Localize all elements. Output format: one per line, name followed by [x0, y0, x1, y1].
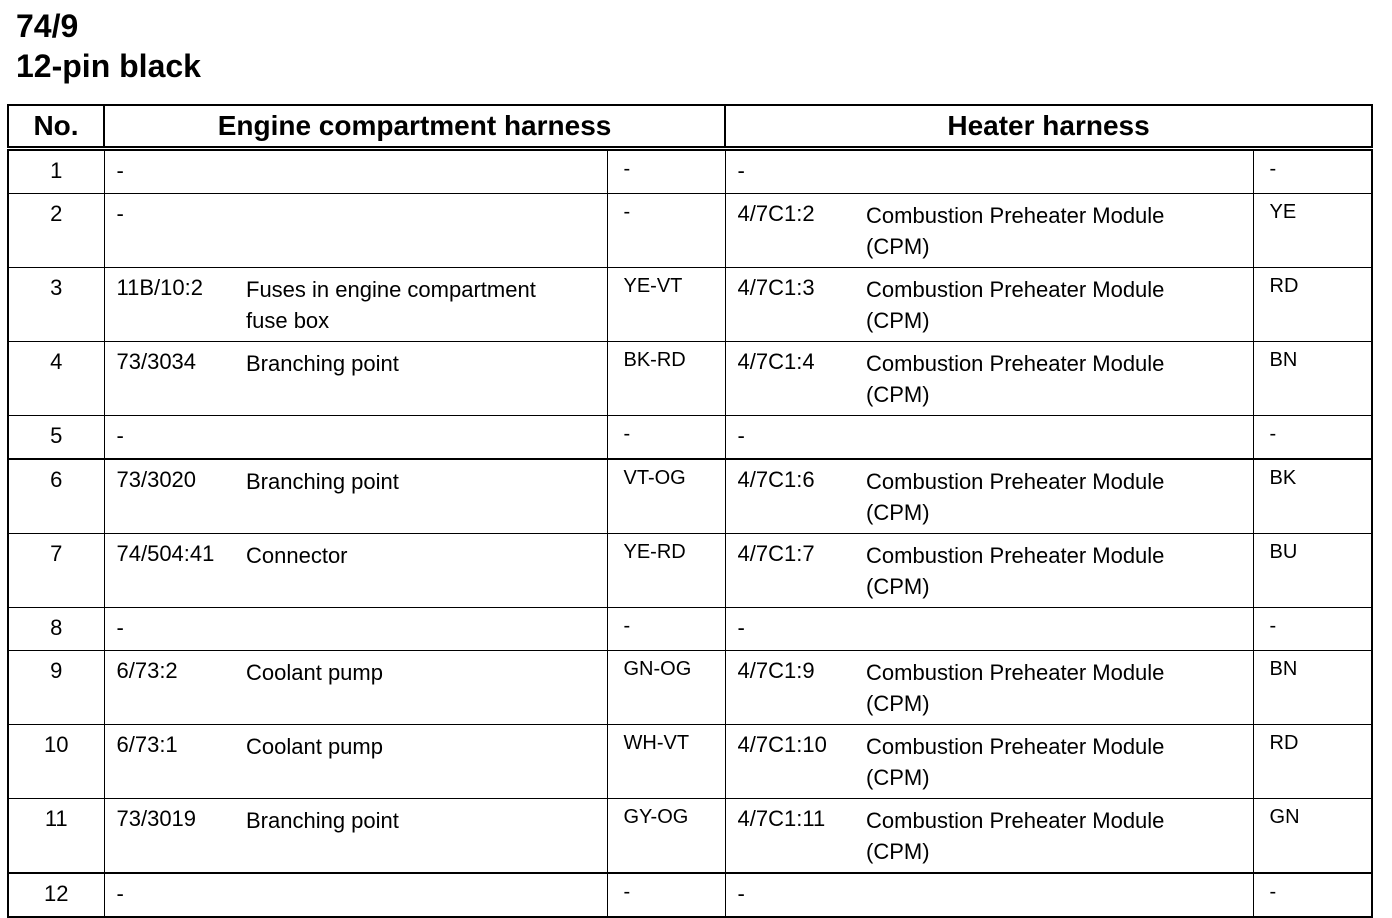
heater-harness-description	[866, 416, 1253, 460]
pin-number: 7	[8, 534, 104, 608]
engine-harness-description	[246, 725, 607, 799]
heater-harness-description	[866, 608, 1253, 651]
pin-number: 1	[8, 149, 104, 194]
engine-harness-description	[246, 416, 607, 460]
heater-harness-description-line: Combustion Preheater Module	[866, 277, 1165, 302]
heater-harness-reference: 4/7C1:11	[725, 799, 866, 874]
engine-harness-description	[246, 194, 607, 268]
table-row	[8, 873, 1372, 917]
heater-harness-description-line: (CPM)	[866, 691, 930, 716]
engine-harness-wire-color: -	[607, 194, 725, 268]
engine-harness-reference: 6/73:2	[104, 651, 246, 725]
engine-harness-description-line: Branching point	[246, 808, 399, 833]
engine-harness-description	[246, 459, 607, 534]
engine-harness-wire-color: -	[607, 608, 725, 651]
table-row	[8, 268, 1372, 342]
engine-harness-description	[246, 651, 607, 725]
heater-harness-description-line: Combustion Preheater Module	[866, 203, 1165, 228]
engine-harness-wire-color: -	[607, 873, 725, 917]
engine-harness-reference: 74/504:41	[104, 534, 246, 608]
heater-harness-description	[866, 459, 1253, 534]
heater-harness-description	[866, 651, 1253, 725]
table-row	[8, 342, 1372, 416]
table-row	[8, 459, 1372, 534]
heater-harness-description	[866, 194, 1253, 268]
header-engine-harness: Engine compartment harness	[104, 105, 725, 149]
engine-harness-description	[246, 149, 607, 194]
engine-harness-description	[246, 799, 607, 874]
engine-harness-wire-color: -	[607, 149, 725, 194]
heater-harness-description	[866, 725, 1253, 799]
engine-harness-reference: 73/3020	[104, 459, 246, 534]
heater-harness-description-line: (CPM)	[866, 500, 930, 525]
table-row	[8, 651, 1372, 725]
pin-number: 5	[8, 416, 104, 460]
heater-harness-description	[866, 149, 1253, 194]
engine-harness-reference: -	[104, 873, 246, 917]
engine-harness-wire-color: WH-VT	[607, 725, 725, 799]
heater-harness-reference: 4/7C1:10	[725, 725, 866, 799]
heater-harness-description-line: Combustion Preheater Module	[866, 734, 1165, 759]
heater-harness-description	[866, 342, 1253, 416]
heater-harness-reference: -	[725, 416, 866, 460]
engine-harness-reference: -	[104, 194, 246, 268]
heater-harness-wire-color: -	[1253, 149, 1372, 194]
document-title	[16, 6, 201, 86]
engine-harness-wire-color: GY-OG	[607, 799, 725, 874]
engine-harness-reference: 6/73:1	[104, 725, 246, 799]
heater-harness-wire-color: -	[1253, 608, 1372, 651]
heater-harness-wire-color: RD	[1253, 268, 1372, 342]
pin-number: 9	[8, 651, 104, 725]
heater-harness-wire-color: BK	[1253, 459, 1372, 534]
pin-number: 12	[8, 873, 104, 917]
header-heater-harness: Heater harness	[725, 105, 1372, 149]
engine-harness-wire-color: -	[607, 416, 725, 460]
heater-harness-description-line: (CPM)	[866, 839, 930, 864]
heater-harness-reference: 4/7C1:9	[725, 651, 866, 725]
table-row	[8, 534, 1372, 608]
engine-harness-description-line: fuse box	[246, 308, 330, 333]
heater-harness-wire-color: -	[1253, 416, 1372, 460]
engine-harness-description	[246, 268, 607, 342]
pin-number: 3	[8, 268, 104, 342]
engine-harness-description	[246, 873, 607, 917]
heater-harness-wire-color: BN	[1253, 651, 1372, 725]
heater-harness-reference: 4/7C1:4	[725, 342, 866, 416]
heater-harness-description-line: Combustion Preheater Module	[866, 543, 1165, 568]
table-row	[8, 608, 1372, 651]
engine-harness-reference: -	[104, 416, 246, 460]
engine-harness-description	[246, 342, 607, 416]
engine-harness-description-line: Branching point	[246, 351, 399, 376]
engine-harness-wire-color: YE-VT	[607, 268, 725, 342]
table-row	[8, 194, 1372, 268]
heater-harness-description-line: (CPM)	[866, 574, 930, 599]
heater-harness-description	[866, 534, 1253, 608]
pinout-table	[7, 104, 1373, 918]
engine-harness-description-line: Branching point	[246, 469, 399, 494]
heater-harness-description	[866, 268, 1253, 342]
engine-harness-reference: 11B/10:2	[104, 268, 246, 342]
pin-number: 8	[8, 608, 104, 651]
heater-harness-reference: -	[725, 149, 866, 194]
heater-harness-reference: -	[725, 608, 866, 651]
heater-harness-description-line: (CPM)	[866, 765, 930, 790]
heater-harness-description-line: (CPM)	[866, 382, 930, 407]
engine-harness-reference: -	[104, 149, 246, 194]
engine-harness-description-line: Fuses in engine compartment	[246, 277, 536, 302]
engine-harness-reference: -	[104, 608, 246, 651]
heater-harness-description-line: (CPM)	[866, 234, 930, 259]
table-row	[8, 799, 1372, 874]
heater-harness-reference: 4/7C1:6	[725, 459, 866, 534]
pin-number: 4	[8, 342, 104, 416]
heater-harness-wire-color: YE	[1253, 194, 1372, 268]
heater-harness-description	[866, 873, 1253, 917]
heater-harness-reference: 4/7C1:7	[725, 534, 866, 608]
heater-harness-wire-color: -	[1253, 873, 1372, 917]
engine-harness-wire-color: VT-OG	[607, 459, 725, 534]
heater-harness-description-line: Combustion Preheater Module	[866, 660, 1165, 685]
heater-harness-reference: -	[725, 873, 866, 917]
connector-description: 12-pin black	[16, 48, 201, 84]
engine-harness-description	[246, 608, 607, 651]
table-row	[8, 416, 1372, 460]
pin-number: 11	[8, 799, 104, 874]
heater-harness-description-line: Combustion Preheater Module	[866, 469, 1165, 494]
pin-number: 6	[8, 459, 104, 534]
engine-harness-description	[246, 534, 607, 608]
engine-harness-description-line: Coolant pump	[246, 660, 383, 685]
table-row	[8, 725, 1372, 799]
engine-harness-reference: 73/3034	[104, 342, 246, 416]
engine-harness-wire-color: GN-OG	[607, 651, 725, 725]
heater-harness-description-line: (CPM)	[866, 308, 930, 333]
heater-harness-wire-color: GN	[1253, 799, 1372, 874]
table-header-row	[8, 105, 1372, 149]
engine-harness-wire-color: BK-RD	[607, 342, 725, 416]
heater-harness-description-line: Combustion Preheater Module	[866, 351, 1165, 376]
table-row	[8, 149, 1372, 194]
heater-harness-wire-color: BU	[1253, 534, 1372, 608]
engine-harness-reference: 73/3019	[104, 799, 246, 874]
engine-harness-wire-color: YE-RD	[607, 534, 725, 608]
heater-harness-wire-color: RD	[1253, 725, 1372, 799]
heater-harness-description-line: Combustion Preheater Module	[866, 808, 1165, 833]
engine-harness-description-line: Coolant pump	[246, 734, 383, 759]
connector-id: 74/9	[16, 8, 79, 44]
heater-harness-reference: 4/7C1:3	[725, 268, 866, 342]
pin-number: 10	[8, 725, 104, 799]
engine-harness-description-line: Connector	[246, 543, 348, 568]
heater-harness-description	[866, 799, 1253, 874]
heater-harness-reference: 4/7C1:2	[725, 194, 866, 268]
header-no: No.	[8, 105, 104, 149]
heater-harness-wire-color: BN	[1253, 342, 1372, 416]
pin-number: 2	[8, 194, 104, 268]
